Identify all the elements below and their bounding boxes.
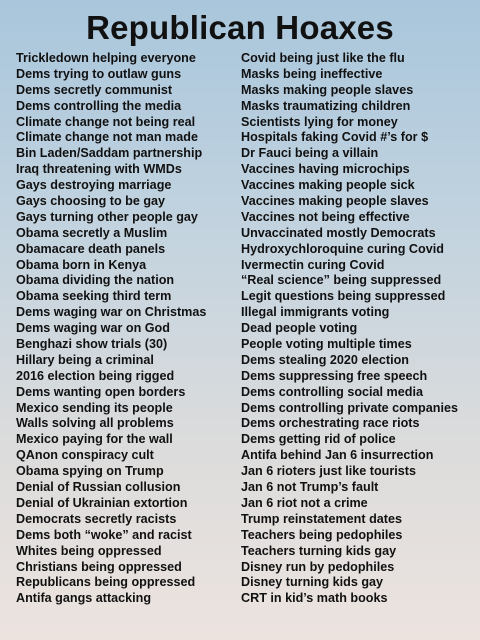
list-item: Dems controlling private companies [241,400,458,415]
list-item: Illegal immigrants voting [241,305,390,320]
list-item: Climate change not being real [16,114,196,129]
list-item: Obama dividing the nation [16,273,175,288]
list-item: Teachers being pedophiles [241,527,403,542]
list-item: CRT in kid’s math books [241,591,388,606]
list-item: Obama secretly a Muslim [16,225,168,240]
list-item: Hydroxychloroquine curing Covid [241,241,444,256]
list-item: Dems stealing 2020 election [241,352,409,367]
list-item: Vaccines making people slaves [241,194,429,209]
list-item: Iraq threatening with WMDs [16,162,182,177]
list-item: Gays destroying marriage [16,178,172,193]
list-item: Masks being ineffective [241,66,383,81]
list-item: Masks traumatizing children [241,98,411,113]
list-item: Trump reinstatement dates [241,511,402,526]
list-item: Dems both “woke” and racist [16,527,192,542]
list-item: Gays choosing to be gay [16,194,166,209]
list-item: Dr Fauci being a villain [241,146,379,161]
list-item: Democrats secretly racists [16,511,177,526]
list-item: Republicans being oppressed [16,575,196,590]
list-item: Bin Laden/Saddam partnership [16,146,203,161]
list-item: Whites being oppressed [16,543,162,558]
list-item: Walls solving all problems [16,416,174,431]
list-item: Scientists lying for money [241,114,398,129]
list-item: Vaccines making people sick [241,178,415,193]
list-item: Disney run by pedophiles [241,559,395,574]
list-item: “Real science” being suppressed [241,273,442,288]
right-hoax-list [241,51,477,607]
list-item: Obama born in Kenya [16,257,147,272]
list-item: Christians being oppressed [16,559,182,574]
list-item: Mexico sending its people [16,400,173,415]
list-item: Dems wanting open borders [16,384,186,399]
list-item: Antifa behind Jan 6 insurrection [241,448,434,463]
list-item: Denial of Ukrainian extortion [16,495,188,510]
list-item: Dems getting rid of police [241,432,396,447]
list-item: Obamacare death panels [16,241,166,256]
list-item: Dems waging war on God [16,321,170,336]
list-item: Masks making people slaves [241,82,414,97]
list-item: Dems secretly communist [16,82,173,97]
list-item: Vaccines having microchips [241,162,410,177]
list-item: Obama seeking third term [16,289,172,304]
page-title: Republican Hoaxes [86,9,394,46]
list-item: Hillary being a criminal [16,352,154,367]
list-item: Trickledown helping everyone [16,51,196,65]
list-item: Dems controlling social media [241,384,423,399]
list-item: Mexico paying for the wall [16,432,173,447]
list-item: Jan 6 not Trump’s fault [241,480,379,495]
list-item: QAnon conspiracy cult [16,448,154,463]
list-item: Disney turning kids gay [241,575,384,590]
list-item: Dems waging war on Christmas [16,305,207,320]
list-item: Dems suppressing free speech [241,368,428,383]
list-item: Teachers turning kids gay [241,543,397,558]
list-item: Dems controlling the media [16,98,182,113]
list-item: Ivermectin curing Covid [241,257,385,272]
list-item: Obama spying on Trump [16,464,164,479]
list-item: Unvaccinated mostly Democrats [241,225,436,240]
left-hoax-list [16,51,238,607]
list-item: Vaccines not being effective [241,209,410,224]
list-item: Jan 6 rioters just like tourists [241,464,416,479]
list-item: Jan 6 riot not a crime [241,495,368,510]
list-item: Covid being just like the flu [241,51,405,65]
list-item: Benghazi show trials (30) [16,337,168,352]
list-item: 2016 election being rigged [16,368,175,383]
list-item: Dead people voting [241,321,358,336]
list-item: Climate change not man made [16,130,198,145]
list-item: Legit questions being suppressed [241,289,446,304]
list-item: Hospitals faking Covid #’s for $ [241,130,429,145]
list-item: People voting multiple times [241,337,412,352]
list-item: Denial of Russian collusion [16,480,181,495]
list-item: Gays turning other people gay [16,209,198,224]
list-item: Dems orchestrating race riots [241,416,420,431]
list-item: Antifa gangs attacking [16,591,152,606]
list-item: Dems trying to outlaw guns [16,66,182,81]
